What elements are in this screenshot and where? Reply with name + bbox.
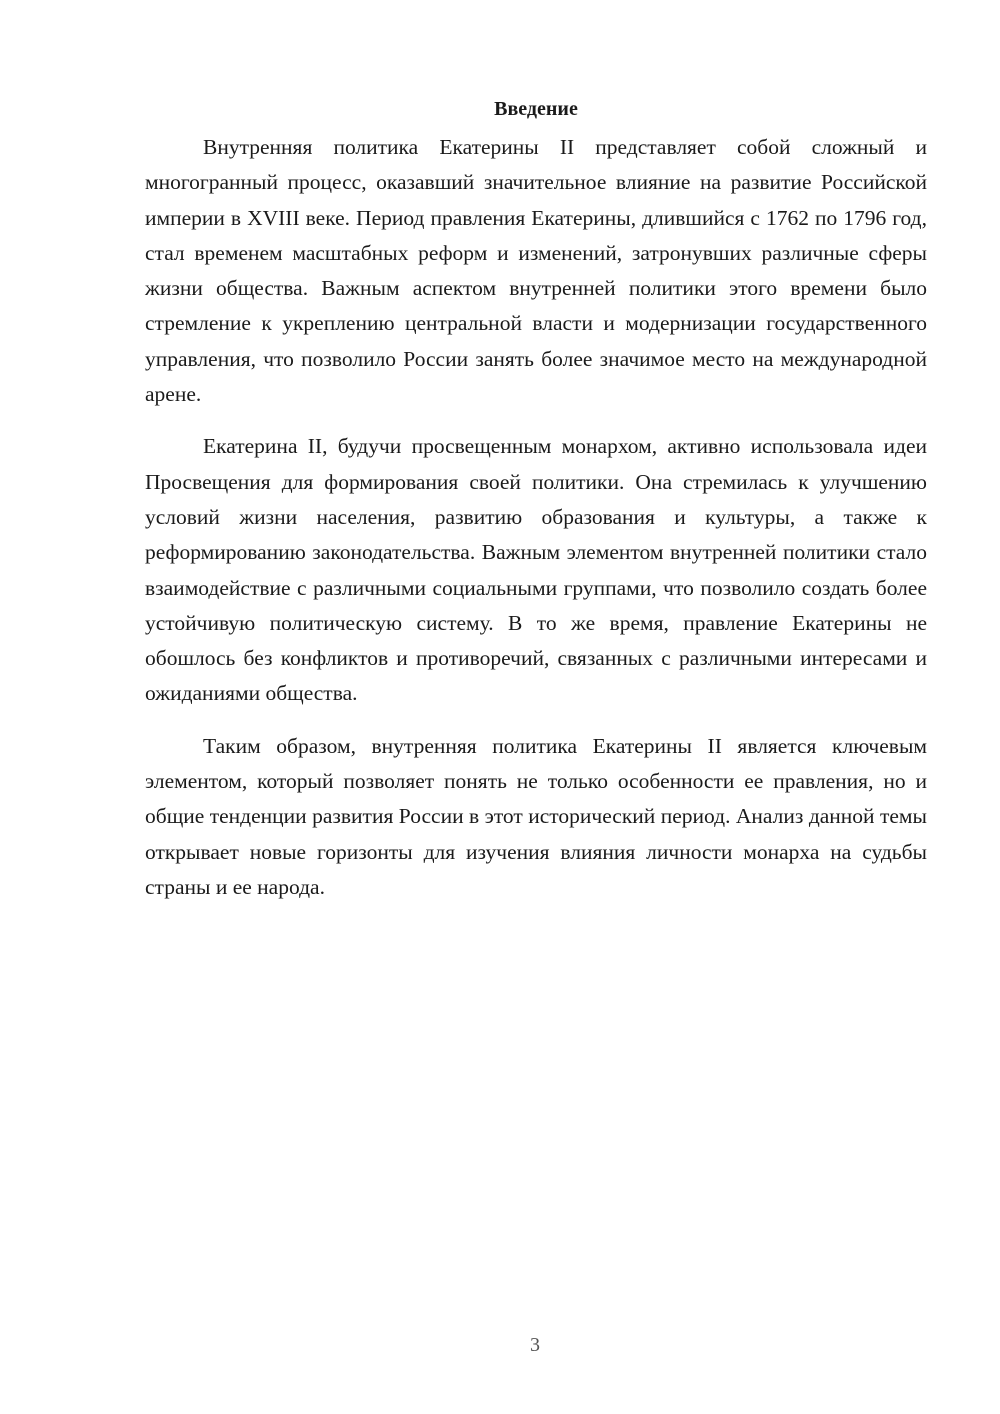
page-content — [145, 92, 927, 922]
section-title: Введение — [494, 98, 578, 120]
page-number: 3 — [530, 1334, 540, 1356]
paragraph-1: Внутренняя политика Екатерины II представляет собой сложный и многогранный процесс, оказавший значительное влияние на развитие Российской империи в XVIII веке. Период правления Екатерины, длившийся с 1762 по 1796 год, стал временем масштабных реформ и изменений, затронувших различные сферы жизни общества. Важным аспектом внутренней политики этого времени было стремление к укреплению центральной власти и модернизации государственного управления, что позволило России занять более значимое место на международной арене. — [145, 135, 927, 407]
paragraph-2: Екатерина II, будучи просвещенным монархом, активно использовала идеи Просвещения для формирования своей политики. Она стремилась к улучшению условий жизни населения, развитию образования и культуры, а также к реформированию законодательства. Важным элементом внутренней политики стало взаимодействие с различными социальными группами, что позволило создать более устойчивую политическую систему. В то же время, правление Екатерины не обошлось без конфликтов и противоречий, связанных с различными интересами и ожиданиями общества. — [145, 434, 927, 706]
paragraph-3: Таким образом, внутренняя политика Екатерины II является ключевым элементом, который позволяет понять не только особенности ее правления, но и общие тенденции развития России в этот исторический период. Анализ данной темы открывает новые горизонты для изучения влияния личности монарха на судьбы страны и ее народа. — [145, 733, 927, 899]
